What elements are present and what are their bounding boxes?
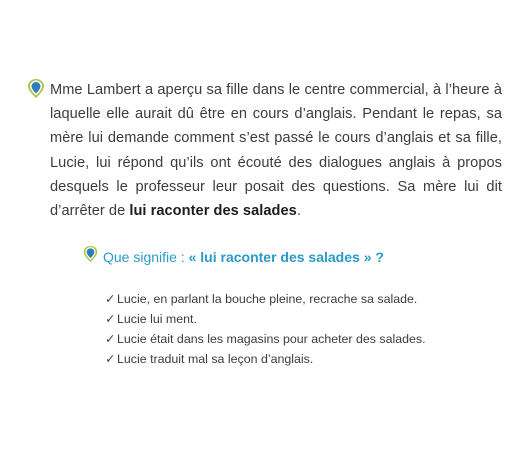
story-expression: lui raconter des salades [129,203,297,220]
story-paragraph [50,78,502,223]
answer-option[interactable] [105,309,426,329]
answer-option-text: Lucie était dans les magasins pour acheter des salades. [117,332,426,346]
check-icon: ✓ [105,312,116,326]
check-icon: ✓ [105,332,116,346]
answer-options [105,289,426,369]
answer-option[interactable] [105,349,426,369]
story-end: . [296,203,301,220]
answer-option[interactable] [105,289,426,309]
story-text: Mme Lambert a aperçu sa fille dans le centre commercial, à l’heure à laquelle elle aurait dû être en cours d’anglais. Pendant le repas, sa mère lui demande comment s’est passé le cours d’anglais et sa fille, Lucie, lui répond qu’ils ont écouté des dialogues anglais à propos desquels le professeur leur posait des questions. Sa mère lui dit d’arrêter de [50,82,502,220]
map-pin-icon [82,244,102,266]
answer-option-text: Lucie lui ment. [117,312,197,326]
question-expression: « lui raconter des salades » ? [188,249,384,265]
answer-option-text: Lucie traduit mal sa leçon d’anglais. [117,352,314,366]
answer-option[interactable] [105,329,426,349]
answer-option-text: Lucie, en parlant la bouche pleine, recrache sa salade. [117,292,418,306]
check-icon: ✓ [105,292,116,306]
question-heading [103,248,384,266]
map-pin-icon [26,77,46,99]
question-lead: Que signifie : [103,249,189,265]
check-icon: ✓ [105,352,116,366]
